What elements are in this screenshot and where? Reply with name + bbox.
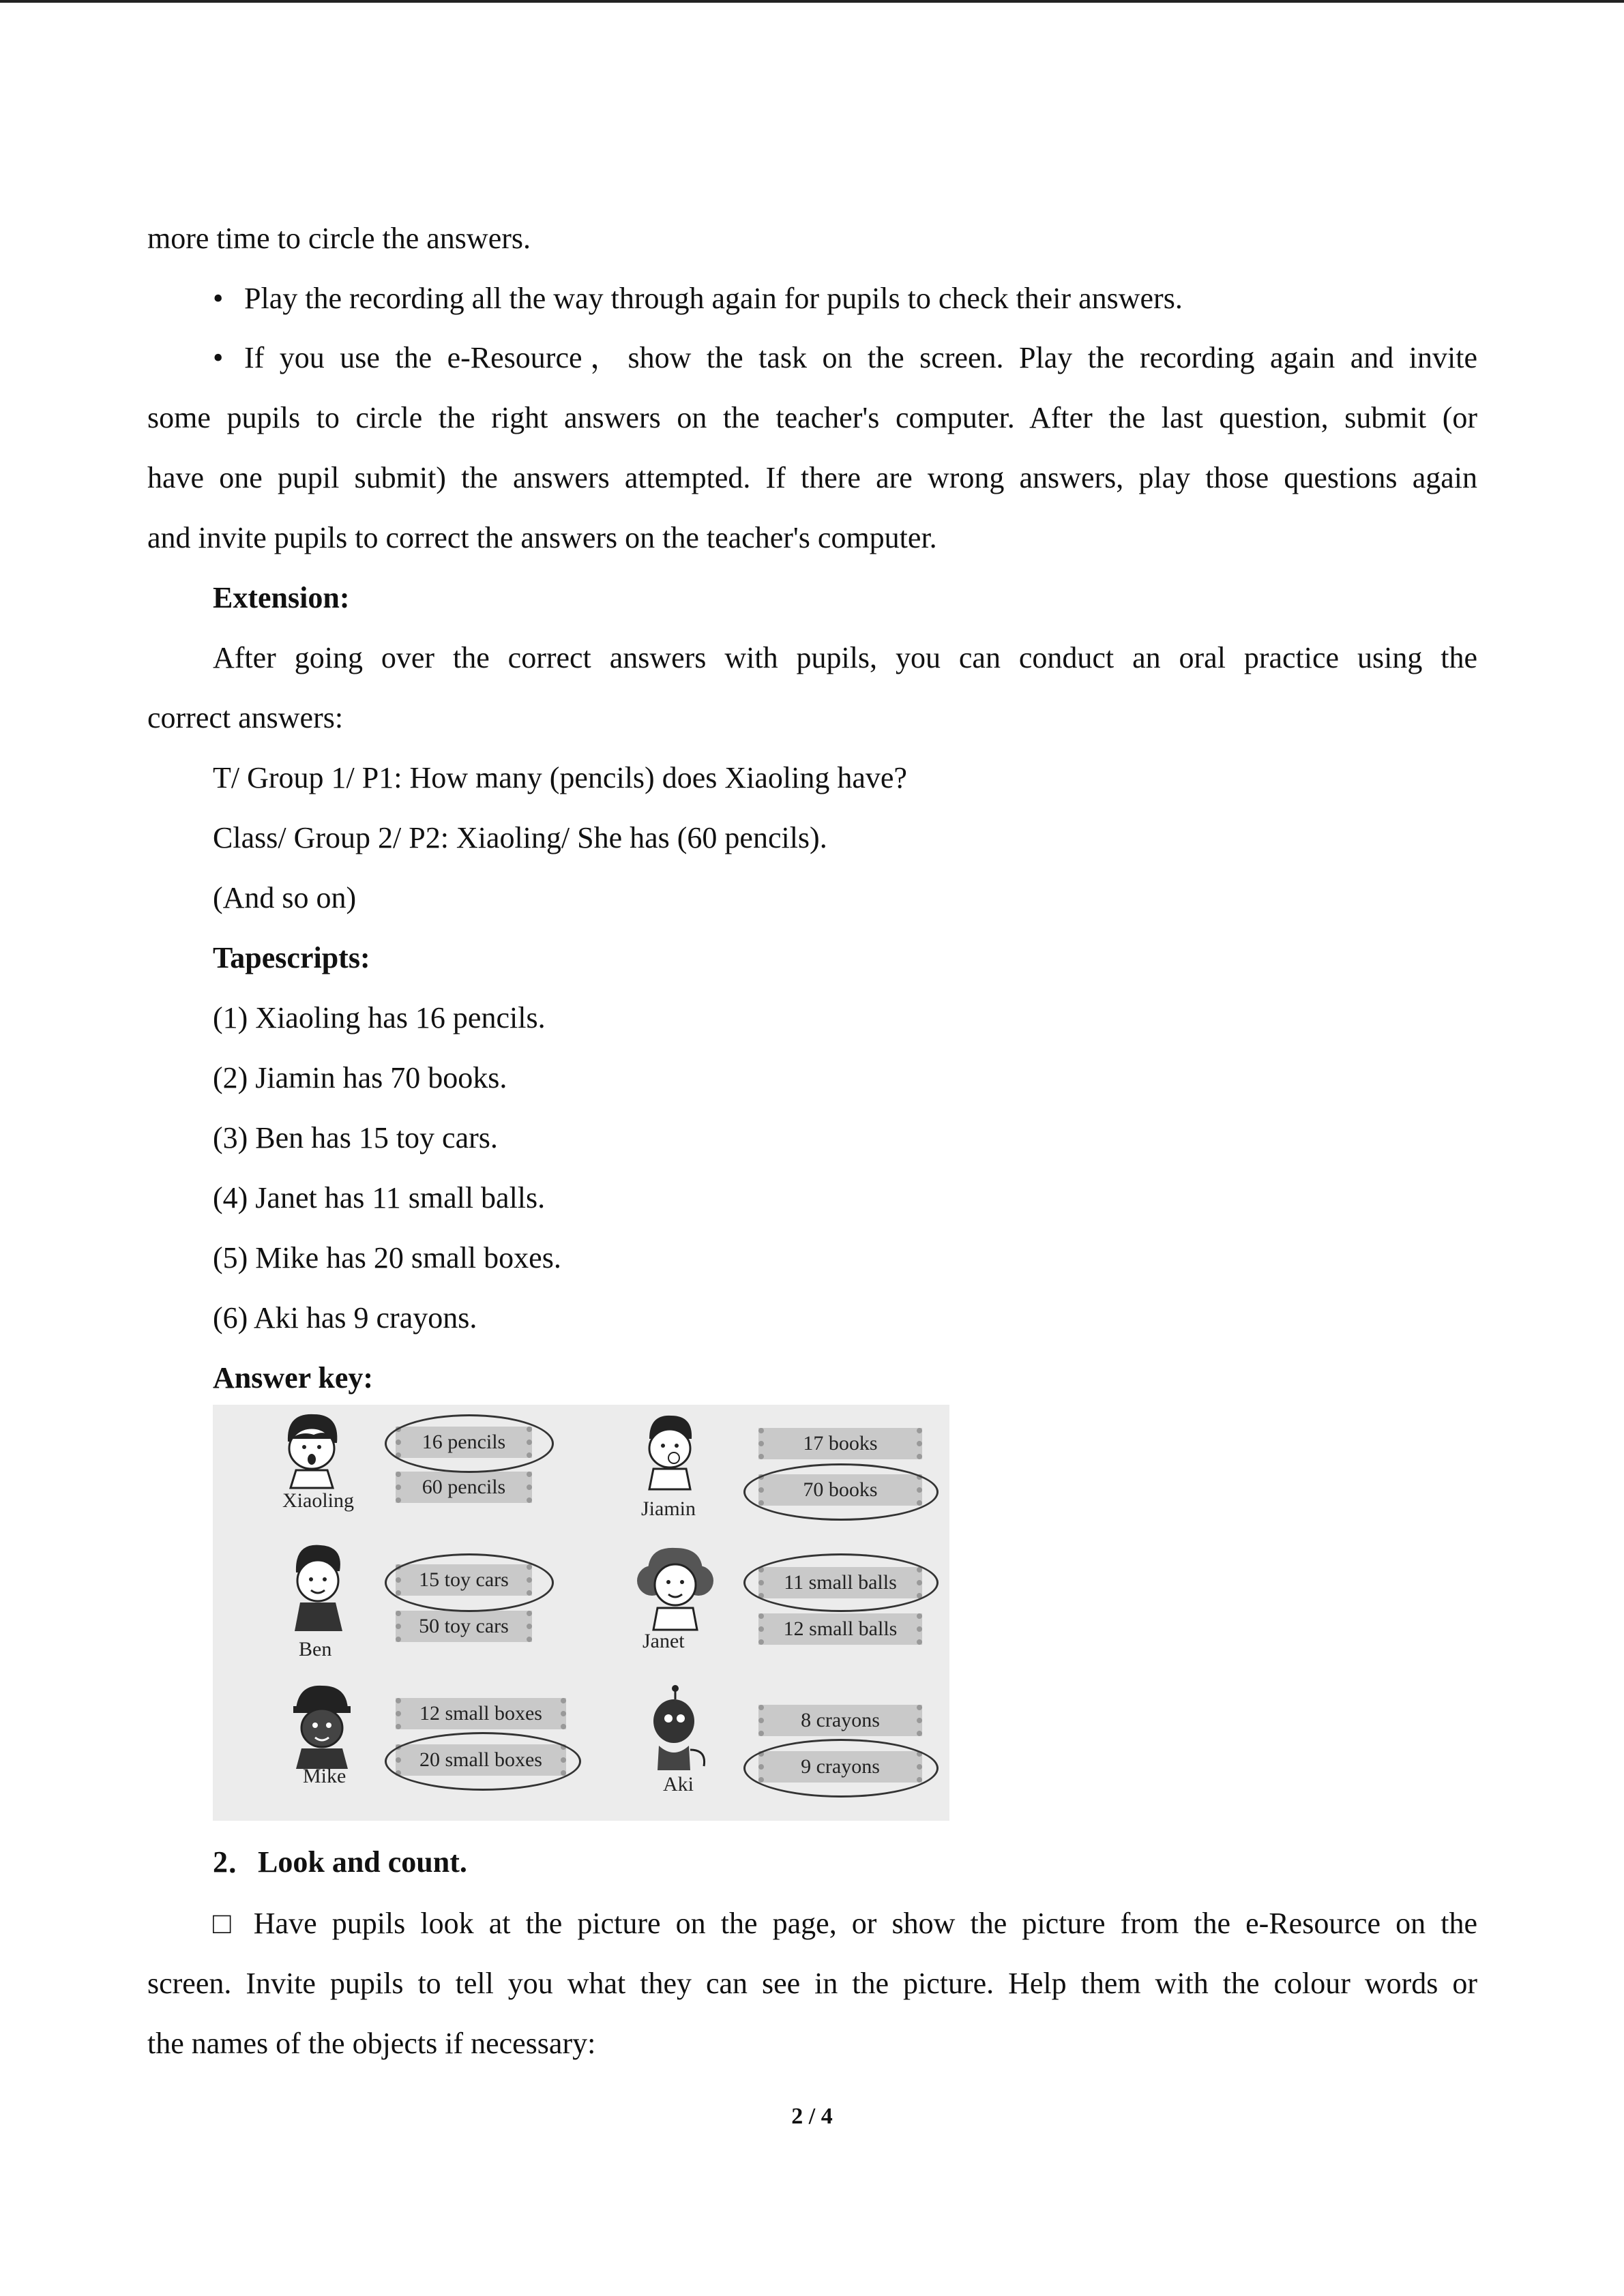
aki-robot-icon xyxy=(636,1684,711,1780)
section-heading: 2．Look and count. xyxy=(213,1845,467,1879)
tapescript-line: (4) Janet has 11 small balls. xyxy=(213,1181,546,1214)
tapescript-line: (3) Ben has 15 toy cars. xyxy=(213,1121,498,1154)
answer-circle xyxy=(385,1553,554,1612)
answer-option: 9 crayons xyxy=(758,1751,922,1783)
paragraph-line: some pupils to circle the right answers on the teacher's computer. After the last question, submit (or xyxy=(147,401,1477,434)
answer-option: 8 crayons xyxy=(758,1705,922,1736)
dialogue-line: (And so on) xyxy=(213,881,357,914)
answer-option: 20 small boxes xyxy=(396,1744,566,1776)
answer-option: 11 small balls xyxy=(758,1567,922,1598)
bullet-item xyxy=(213,280,1183,318)
answer-option: 15 toy cars xyxy=(396,1564,532,1596)
tapescript-line: (2) Jiamin has 70 books. xyxy=(213,1061,507,1094)
kid-name: Mike xyxy=(303,1765,346,1787)
answer-option: 50 toy cars xyxy=(396,1611,532,1642)
tapescripts-heading: Tapescripts: xyxy=(213,941,370,974)
paragraph-line: the names of the objects if necessary: xyxy=(147,2027,596,2060)
kid-name: Jiamin xyxy=(641,1497,696,1520)
kid-name: Aki xyxy=(663,1773,694,1795)
jiamin-cartoon-icon xyxy=(636,1409,704,1491)
answer-circle xyxy=(385,1414,554,1473)
bullet-icon: • xyxy=(213,341,224,374)
bullet-text: Play the recording all the way through again for pupils to check their answers. xyxy=(244,282,1183,315)
bullet-text: If you use the e-Resource，show the task on the screen. Play the recording again and invite xyxy=(244,341,1477,374)
extension-heading: Extension: xyxy=(213,581,350,614)
answer-circle xyxy=(743,1463,939,1521)
mike-cartoon-icon xyxy=(284,1682,359,1770)
bullet-item xyxy=(213,339,1477,377)
answer-circle xyxy=(385,1732,581,1791)
paragraph-line: have one pupil submit) the answers attempted. If there are wrong answers, play those questions again xyxy=(147,461,1477,494)
answer-option: 17 books xyxy=(758,1428,922,1459)
kid-name: Janet xyxy=(643,1630,685,1652)
bullet-icon: • xyxy=(213,282,224,315)
answer-option: 12 small boxes xyxy=(396,1698,566,1729)
paragraph-line: more time to circle the answers. xyxy=(147,222,531,255)
answer-key-heading: Answer key: xyxy=(213,1361,374,1395)
kid-name: Xiaoling xyxy=(282,1489,354,1512)
answer-option: 12 small balls xyxy=(758,1613,922,1645)
dialogue-line: T/ Group 1/ P1: How many (pencils) does Xiaoling have? xyxy=(213,761,907,794)
paragraph-line: and invite pupils to correct the answers on the teacher's computer. xyxy=(147,521,937,554)
janet-cartoon-icon xyxy=(625,1542,727,1631)
answer-circle xyxy=(743,1739,939,1798)
kid-name: Ben xyxy=(299,1638,332,1660)
dialogue-line: Class/ Group 2/ P2: Xiaoling/ She has (60 pencils). xyxy=(213,821,827,854)
xiaoling-cartoon-icon xyxy=(274,1407,349,1489)
paragraph-line: □ Have pupils look at the picture on the page, or show the picture from the e-Resource on the xyxy=(213,1907,1477,1940)
answer-key-figure xyxy=(213,1405,949,1821)
paragraph-line: After going over the correct answers with pupils, you can conduct an oral practice using the xyxy=(213,641,1477,674)
tapescript-line: (1) Xiaoling has 16 pencils. xyxy=(213,1001,546,1034)
tapescript-line: (5) Mike has 20 small boxes. xyxy=(213,1241,561,1274)
answer-option: 60 pencils xyxy=(396,1472,532,1503)
paragraph-line: screen. Invite pupils to tell you what they can see in the picture. Help them with the colour words or xyxy=(147,1967,1477,2000)
paragraph-line: correct answers: xyxy=(147,701,344,734)
tapescript-line: (6) Aki has 9 crayons. xyxy=(213,1301,477,1335)
answer-circle xyxy=(743,1553,939,1612)
answer-option: 16 pencils xyxy=(396,1427,532,1458)
page-number: 2 / 4 xyxy=(791,2104,833,2129)
answer-option: 70 books xyxy=(758,1474,922,1506)
top-border xyxy=(0,0,1624,3)
ben-cartoon-icon xyxy=(281,1538,356,1634)
